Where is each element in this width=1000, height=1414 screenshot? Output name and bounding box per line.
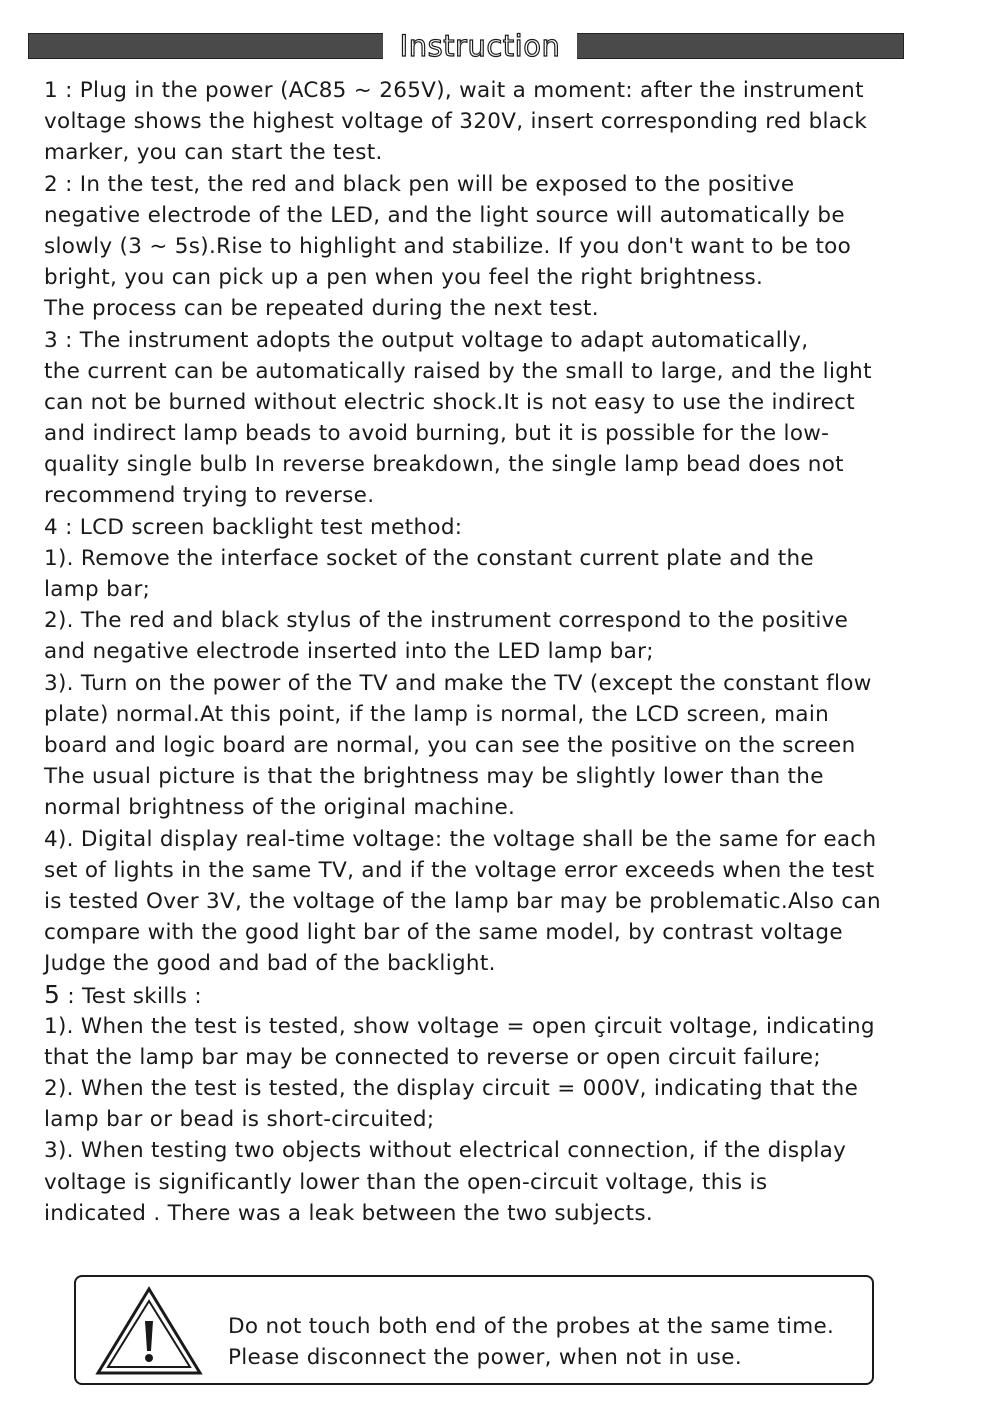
text-line: normal brightness of the original machine. — [44, 795, 516, 821]
text-line: 4). Digital display real-time voltage: the voltage shall be the same for each — [44, 826, 877, 852]
text-line: 4 : LCD screen backlight test method: — [44, 514, 463, 540]
text-line: quality single bulb In reverse breakdown, the single lamp bead does not — [44, 452, 844, 478]
text-line: the current can be automatically raised by the small to large, and the light — [44, 358, 872, 384]
text-line: Judge the good and bad of the backlight. — [44, 951, 496, 977]
text-line: indicated . There was a leak between the two subjects. — [44, 1200, 653, 1226]
warning-text — [228, 1311, 834, 1373]
text-line: can not be burned without electric shock.It is not easy to use the indirect — [44, 389, 855, 415]
text-line: voltage is significantly lower than the open-circuit voltage, this is — [44, 1169, 768, 1195]
text-line: and indirect lamp beads to avoid burning, but it is possible for the low- — [44, 421, 830, 447]
text-line: 3). Turn on the power of the TV and make the TV (except the constant flow — [44, 670, 872, 696]
text-line: 1). Remove the interface socket of the constant current plate and the — [44, 545, 814, 571]
text-line: 3). When testing two objects without electrical connection, if the display — [44, 1138, 847, 1164]
section-5-lines — [44, 1011, 974, 1229]
warning-triangle-icon — [94, 1285, 204, 1377]
text-line: 2). When the test is tested, the display circuit = 000V, indicating that the — [44, 1076, 859, 1101]
text-line: 2). The red and black stylus of the instrument correspond to the positive — [44, 608, 849, 634]
section-5-label: : Test skills : — [60, 984, 202, 1010]
section-5-heading — [44, 979, 974, 1010]
text-line: compare with the good light bar of the same model, by contrast voltage — [44, 920, 843, 946]
text-line: plate) normal.At this point, if the lamp is normal, the LCD screen, main — [44, 701, 830, 727]
text-line: is tested Over 3V, the voltage of the lamp bar may be problematic.Also can — [44, 888, 881, 914]
text-line: board and logic board are normal, you can see the positive on the screen — [44, 732, 856, 758]
page-title: Instruction — [383, 30, 577, 62]
warning-line-1: Do not touch both end of the probes at the same time. — [228, 1314, 835, 1339]
warning-box — [74, 1275, 874, 1385]
text-line: slowly (3 ~ 5s).Rise to highlight and stabilize. If you don't want to be too — [44, 233, 852, 259]
text-line: recommend trying to reverse. — [44, 483, 375, 509]
text-line: 2 : In the test, the red and black pen will be exposed to the positive — [44, 171, 795, 197]
text-line: 1 : Plug in the power (AC85 ~ 265V), wait a moment: after the instrument — [44, 78, 864, 103]
text-line: 3 : The instrument adopts the output voltage to adapt automatically, — [44, 327, 809, 353]
text-line: lamp bar or bead is short-circuited; — [44, 1107, 435, 1133]
text-line: set of lights in the same TV, and if the voltage error exceeds when the test — [44, 857, 875, 883]
instruction-body — [44, 75, 974, 1229]
warning-line-2: Please disconnect the power, when not in use. — [228, 1345, 742, 1370]
instruction-lines — [44, 75, 974, 979]
section-5-number: 5 — [44, 980, 61, 1010]
text-line: and negative electrode inserted into the LED lamp bar; — [44, 639, 654, 665]
text-line: negative electrode of the LED, and the light source will automatically be — [44, 202, 845, 228]
text-line: lamp bar; — [44, 577, 151, 602]
text-line: voltage shows the highest voltage of 320V, insert corresponding red black — [44, 109, 868, 135]
text-line: 1). When the test is tested, show voltage = open çircuit voltage, indicating — [44, 1013, 875, 1039]
text-line: that the lamp bar may be connected to reverse or open circuit failure; — [44, 1044, 821, 1070]
text-line: marker, you can start the test. — [44, 140, 383, 166]
text-line: The process can be repeated during the next test. — [44, 296, 599, 322]
text-line: The usual picture is that the brightness may be slightly lower than the — [44, 764, 824, 790]
text-line: bright, you can pick up a pen when you feel the right brightness. — [44, 265, 764, 291]
